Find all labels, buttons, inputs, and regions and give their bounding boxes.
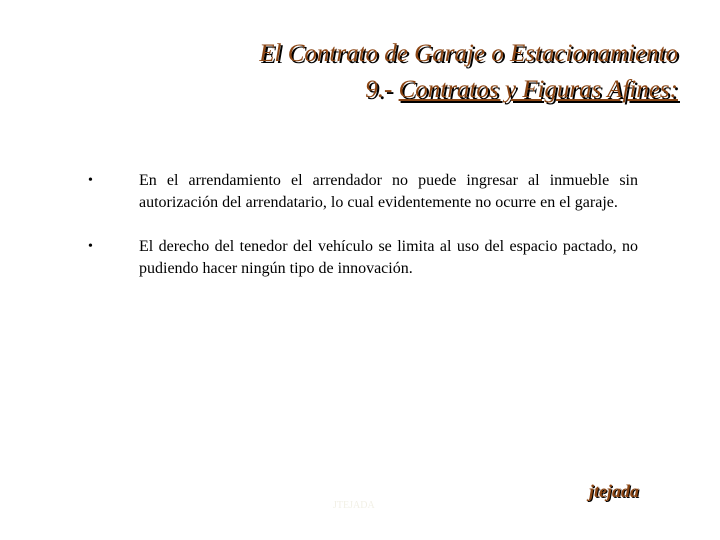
bullet-text: El derecho del tenedor del vehículo se limita al uso del espacio pactado, no pudiendo hacer ningún tipo de innovación.: [139, 238, 638, 277]
bullet-text: En el arrendamiento el arrendador no puede ingresar al inmueble sin autorización del arrendatario, lo cual evidentemente no ocurre en el garaje.: [139, 172, 638, 211]
slide-subtitle: [259, 72, 678, 108]
subtitle-text: Contratos y Figuras Afines:: [398, 76, 678, 103]
bullet-item: [88, 170, 638, 214]
bullet-marker: •: [88, 239, 93, 254]
bullet-list: [88, 170, 638, 302]
slide-title-block: [259, 36, 678, 108]
subtitle-number: 9.-: [365, 76, 399, 103]
footer-author: jtejada: [589, 481, 639, 501]
slide-title: El Contrato de Garaje o Estacionamiento: [259, 40, 678, 67]
bullet-item: [88, 236, 638, 280]
footer-watermark: JTEJADA: [333, 500, 375, 511]
bullet-marker: •: [88, 173, 93, 188]
